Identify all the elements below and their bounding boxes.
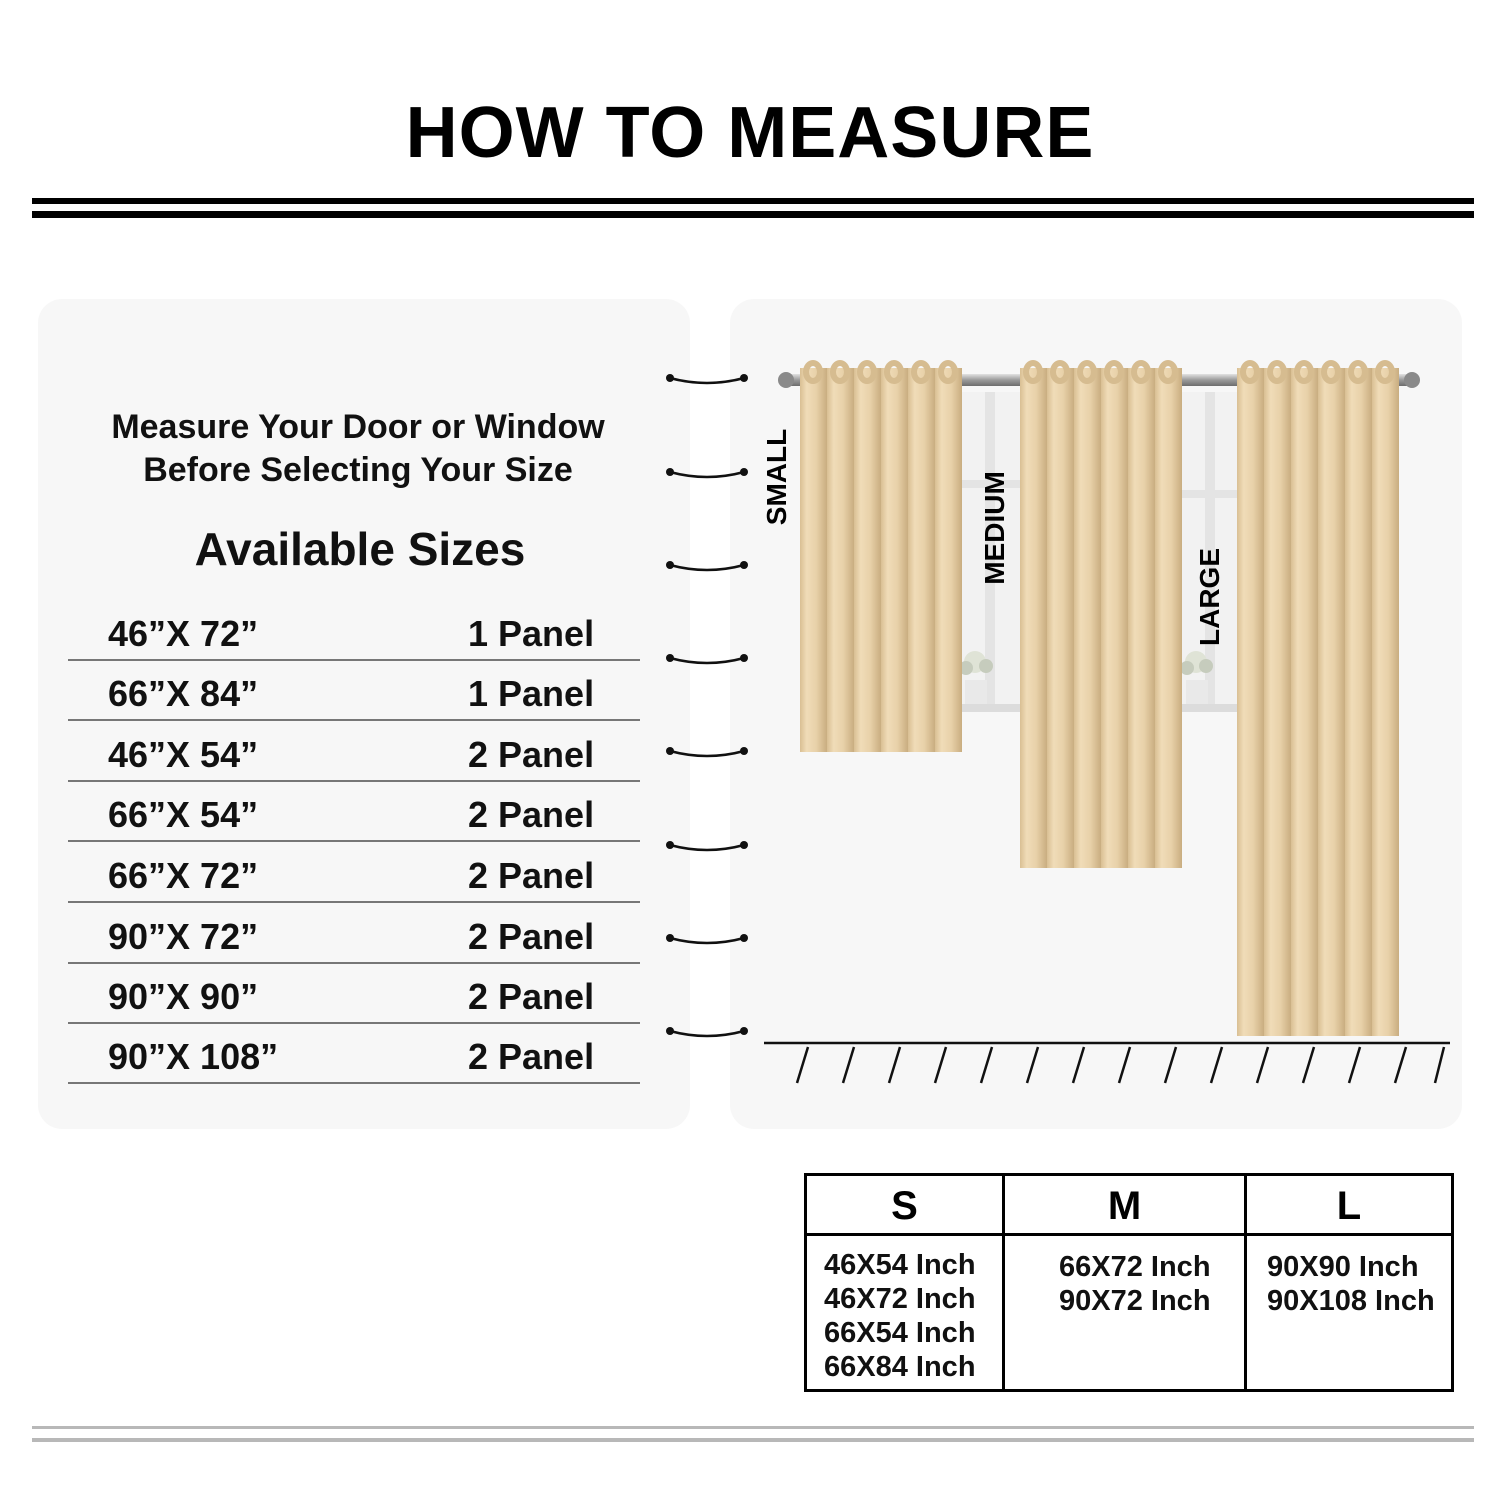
size-dimension: 46”X 72”	[108, 613, 259, 654]
ring-icon	[670, 845, 744, 850]
size-panel-count: 2 Panel	[468, 794, 595, 835]
large-column-header: L	[1247, 1176, 1451, 1236]
size-panel-count: 2 Panel	[468, 916, 595, 957]
small-size-item: 66X54 Inch	[824, 1317, 976, 1349]
large-label: LARGE	[1194, 548, 1225, 646]
medium-size-item: 66X72 Inch	[1059, 1251, 1211, 1283]
size-dimension: 66”X 54”	[108, 794, 259, 835]
small-column-header: S	[807, 1176, 1002, 1236]
size-panel-count: 2 Panel	[468, 734, 595, 775]
rod-finial	[778, 372, 794, 388]
size-panel-count: 2 Panel	[468, 855, 595, 896]
medium-size-item: 90X72 Inch	[1059, 1285, 1211, 1317]
size-dimension: 66”X 84”	[108, 673, 259, 714]
small-size-item: 46X54 Inch	[824, 1249, 976, 1281]
small-column	[807, 1176, 1005, 1389]
rod-finial	[1404, 372, 1420, 388]
medium-label: MEDIUM	[979, 471, 1010, 585]
ring-icon	[670, 1031, 744, 1036]
binder-rings	[670, 378, 744, 1036]
ring-icon	[670, 472, 744, 477]
size-panel-count: 2 Panel	[468, 1036, 595, 1077]
size-dimension: 90”X 108”	[108, 1036, 279, 1077]
page-title: HOW TO MEASURE	[405, 93, 1095, 173]
floor-line	[764, 1043, 1450, 1083]
available-sizes-heading: Available Sizes	[194, 523, 526, 575]
size-dimension: 90”X 90”	[108, 976, 259, 1017]
small-size-item: 66X84 Inch	[824, 1351, 976, 1383]
medium-column	[1005, 1176, 1247, 1389]
instruction-line-1: Measure Your Door or Window	[111, 408, 605, 446]
ring-icon	[670, 565, 744, 570]
footer-divider-top	[32, 1426, 1474, 1429]
ring-icon	[670, 378, 744, 383]
size-dimension: 66”X 72”	[108, 855, 259, 896]
size-panel-count: 1 Panel	[468, 673, 595, 714]
large-column	[1247, 1176, 1451, 1389]
size-category-table	[804, 1173, 1454, 1392]
size-dimension: 90”X 72”	[108, 916, 259, 957]
medium-curtain	[1020, 368, 1182, 868]
small-label: SMALL	[761, 428, 792, 526]
medium-column-header: M	[1005, 1176, 1244, 1236]
instruction-line-2: Before Selecting Your Size	[143, 451, 573, 489]
size-dimension: 46”X 54”	[108, 734, 259, 775]
small-size-item: 46X72 Inch	[824, 1283, 976, 1315]
large-size-item: 90X90 Inch	[1267, 1251, 1419, 1283]
size-panel-count: 1 Panel	[468, 613, 595, 654]
small-curtain	[800, 368, 962, 752]
large-curtain	[1237, 368, 1399, 1036]
ring-icon	[670, 751, 744, 756]
ring-icon	[670, 658, 744, 663]
footer-divider-bottom	[32, 1438, 1474, 1442]
size-panel-count: 2 Panel	[468, 976, 595, 1017]
large-size-item: 90X108 Inch	[1267, 1285, 1435, 1317]
ring-icon	[670, 938, 744, 943]
